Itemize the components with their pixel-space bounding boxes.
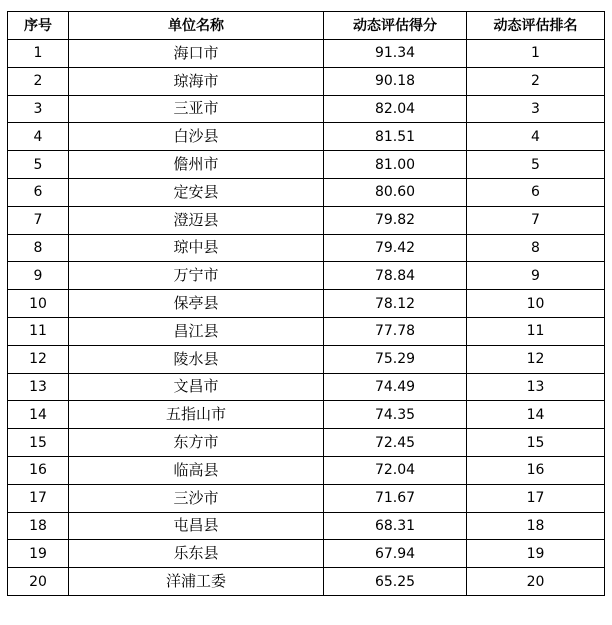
cell-dynamic-rank: 9	[467, 262, 605, 290]
cell-unit-name: 昌江县	[69, 317, 324, 345]
table-row	[8, 401, 605, 429]
table-row	[8, 40, 605, 68]
table-row	[8, 67, 605, 95]
cell-dynamic-rank: 20	[467, 568, 605, 596]
table-row	[8, 484, 605, 512]
cell-unit-name: 儋州市	[69, 151, 324, 179]
table-body	[8, 40, 605, 596]
cell-dynamic-score: 75.29	[324, 345, 467, 373]
cell-serial-number: 1	[8, 40, 69, 68]
cell-dynamic-rank: 5	[467, 151, 605, 179]
cell-serial-number: 15	[8, 429, 69, 457]
cell-serial-number: 14	[8, 401, 69, 429]
cell-serial-number: 2	[8, 67, 69, 95]
cell-serial-number: 6	[8, 178, 69, 206]
cell-unit-name: 澄迈县	[69, 206, 324, 234]
cell-serial-number: 9	[8, 262, 69, 290]
table-row	[8, 429, 605, 457]
cell-dynamic-rank: 17	[467, 484, 605, 512]
cell-dynamic-score: 90.18	[324, 67, 467, 95]
cell-dynamic-rank: 11	[467, 317, 605, 345]
cell-dynamic-score: 81.51	[324, 123, 467, 151]
cell-serial-number: 3	[8, 95, 69, 123]
table-row	[8, 262, 605, 290]
table-row	[8, 373, 605, 401]
cell-dynamic-rank: 12	[467, 345, 605, 373]
header-unit-name: 单位名称	[69, 12, 324, 40]
cell-dynamic-score: 82.04	[324, 95, 467, 123]
cell-unit-name: 琼海市	[69, 67, 324, 95]
cell-serial-number: 7	[8, 206, 69, 234]
cell-dynamic-rank: 4	[467, 123, 605, 151]
cell-dynamic-rank: 10	[467, 290, 605, 318]
cell-serial-number: 19	[8, 540, 69, 568]
cell-dynamic-score: 81.00	[324, 151, 467, 179]
cell-serial-number: 20	[8, 568, 69, 596]
cell-serial-number: 18	[8, 512, 69, 540]
cell-dynamic-score: 68.31	[324, 512, 467, 540]
cell-dynamic-score: 72.45	[324, 429, 467, 457]
cell-unit-name: 东方市	[69, 429, 324, 457]
cell-unit-name: 文昌市	[69, 373, 324, 401]
table-row	[8, 456, 605, 484]
ranking-table	[7, 11, 605, 596]
table-row	[8, 234, 605, 262]
cell-dynamic-score: 74.49	[324, 373, 467, 401]
header-row	[8, 12, 605, 40]
cell-serial-number: 4	[8, 123, 69, 151]
cell-dynamic-score: 67.94	[324, 540, 467, 568]
cell-dynamic-rank: 14	[467, 401, 605, 429]
cell-dynamic-rank: 7	[467, 206, 605, 234]
cell-dynamic-rank: 6	[467, 178, 605, 206]
cell-unit-name: 洋浦工委	[69, 568, 324, 596]
cell-unit-name: 白沙县	[69, 123, 324, 151]
cell-unit-name: 屯昌县	[69, 512, 324, 540]
cell-unit-name: 海口市	[69, 40, 324, 68]
cell-serial-number: 17	[8, 484, 69, 512]
cell-dynamic-rank: 13	[467, 373, 605, 401]
cell-unit-name: 三亚市	[69, 95, 324, 123]
table-header	[8, 12, 605, 40]
cell-unit-name: 临高县	[69, 456, 324, 484]
cell-unit-name: 五指山市	[69, 401, 324, 429]
cell-unit-name: 三沙市	[69, 484, 324, 512]
cell-serial-number: 11	[8, 317, 69, 345]
table-row	[8, 95, 605, 123]
cell-serial-number: 10	[8, 290, 69, 318]
cell-dynamic-score: 77.78	[324, 317, 467, 345]
table-row	[8, 317, 605, 345]
cell-dynamic-score: 79.42	[324, 234, 467, 262]
cell-dynamic-score: 78.84	[324, 262, 467, 290]
cell-unit-name: 万宁市	[69, 262, 324, 290]
cell-unit-name: 乐东县	[69, 540, 324, 568]
table-row	[8, 512, 605, 540]
cell-serial-number: 8	[8, 234, 69, 262]
header-serial-number: 序号	[8, 12, 69, 40]
table-row	[8, 345, 605, 373]
cell-serial-number: 5	[8, 151, 69, 179]
cell-dynamic-score: 78.12	[324, 290, 467, 318]
cell-dynamic-rank: 19	[467, 540, 605, 568]
cell-dynamic-rank: 3	[467, 95, 605, 123]
table-row	[8, 206, 605, 234]
table-row	[8, 123, 605, 151]
cell-dynamic-score: 91.34	[324, 40, 467, 68]
table-row	[8, 290, 605, 318]
cell-serial-number: 12	[8, 345, 69, 373]
cell-dynamic-rank: 1	[467, 40, 605, 68]
table-row	[8, 178, 605, 206]
cell-serial-number: 13	[8, 373, 69, 401]
cell-dynamic-score: 79.82	[324, 206, 467, 234]
cell-dynamic-rank: 2	[467, 67, 605, 95]
table-row	[8, 568, 605, 596]
cell-dynamic-score: 80.60	[324, 178, 467, 206]
cell-dynamic-rank: 8	[467, 234, 605, 262]
cell-unit-name: 定安县	[69, 178, 324, 206]
header-dynamic-score: 动态评估得分	[324, 12, 467, 40]
cell-unit-name: 陵水县	[69, 345, 324, 373]
cell-dynamic-score: 65.25	[324, 568, 467, 596]
header-dynamic-rank: 动态评估排名	[467, 12, 605, 40]
cell-dynamic-rank: 15	[467, 429, 605, 457]
table-row	[8, 151, 605, 179]
table-row	[8, 540, 605, 568]
cell-dynamic-rank: 16	[467, 456, 605, 484]
cell-serial-number: 16	[8, 456, 69, 484]
cell-dynamic-score: 72.04	[324, 456, 467, 484]
cell-unit-name: 保亭县	[69, 290, 324, 318]
cell-dynamic-score: 74.35	[324, 401, 467, 429]
cell-dynamic-rank: 18	[467, 512, 605, 540]
cell-unit-name: 琼中县	[69, 234, 324, 262]
cell-dynamic-score: 71.67	[324, 484, 467, 512]
